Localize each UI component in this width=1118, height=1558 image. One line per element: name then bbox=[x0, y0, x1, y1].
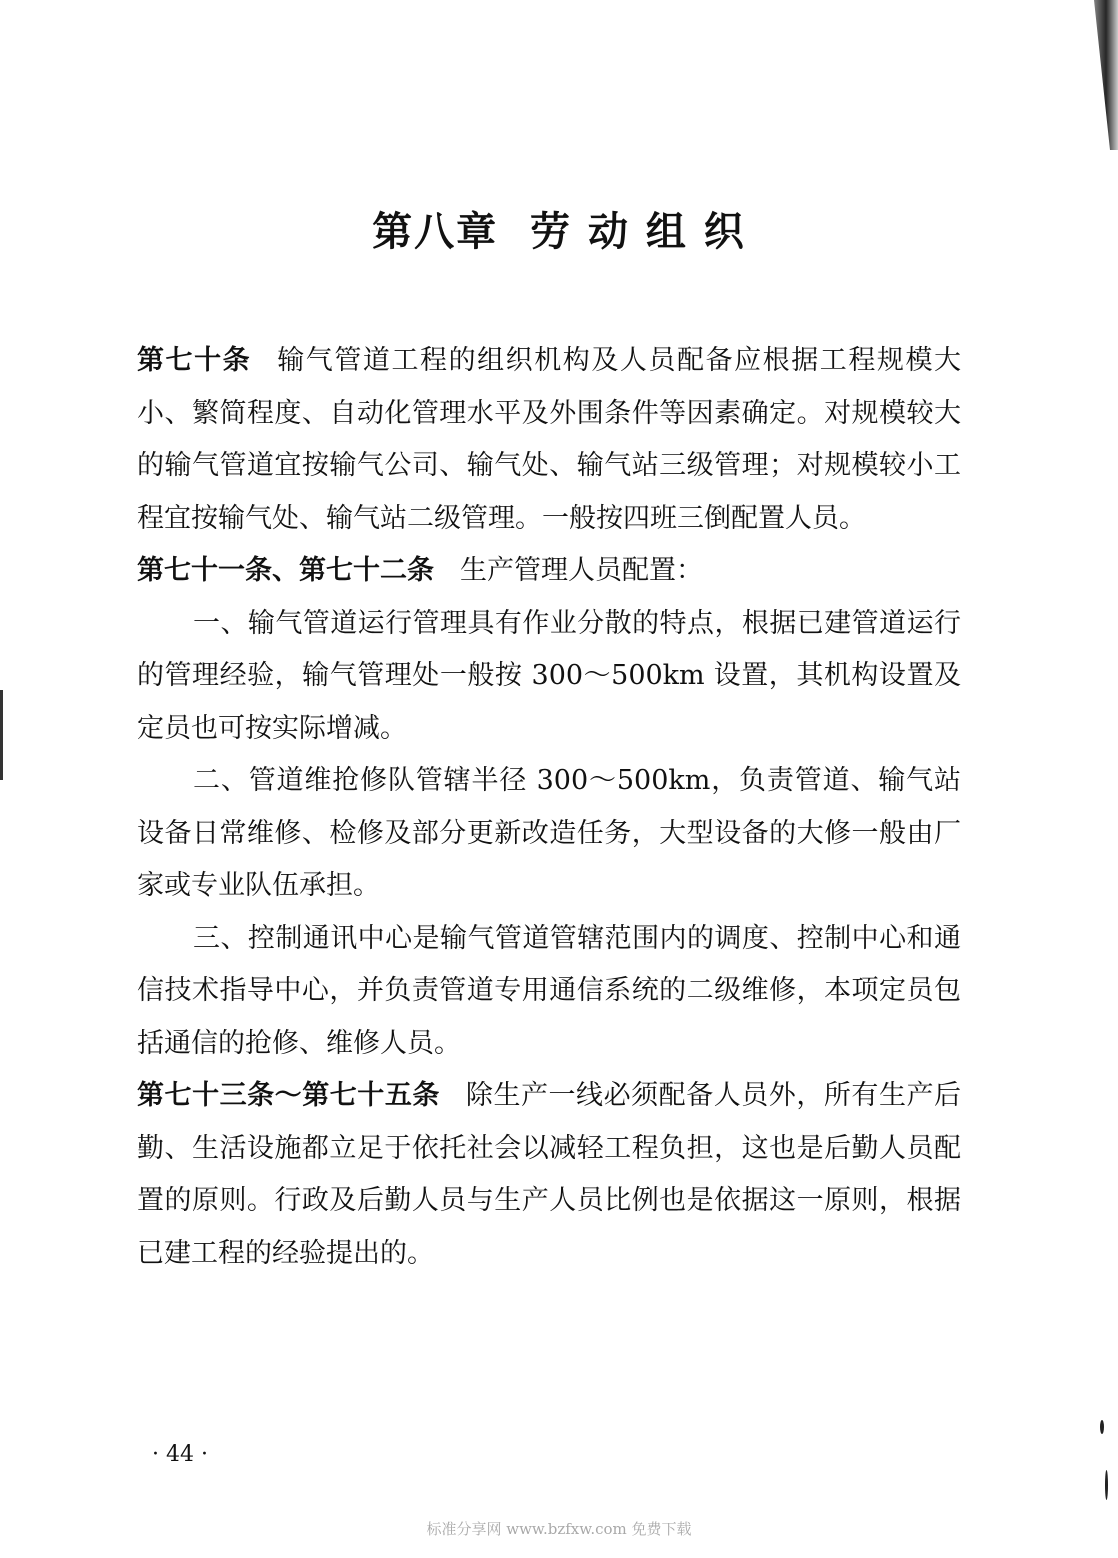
article-item: 一、输气管道运行管理具有作业分散的特点，根据已建管道运行的管理经验，输气管理处一般按 300～500km 设置，其机构设置及定员也可按实际增减。 bbox=[137, 607, 961, 744]
footer-watermark: 标准分享网 www.bzfxw.com 免费下载 bbox=[426, 1520, 692, 1538]
article-text: 生产管理人员配置： bbox=[460, 555, 703, 586]
article-label: 第七十一条、第七十二条 bbox=[137, 555, 434, 586]
scan-speck bbox=[1105, 1470, 1108, 1500]
chapter-title: 第八章 劳 动 组 织 bbox=[372, 209, 746, 255]
article-text: 除生产一线必须配备人员外，所有生产后勤、生活设施都立足于依托社会以减轻工程负担，这也是后勤人员配置的原则。行政及后勤人员与生产人员比例也是依据这一原则，根据已建工程的经验提出的。 bbox=[137, 1080, 962, 1269]
article-label: 第七十三条～第七十五条 bbox=[137, 1080, 440, 1111]
article-71-72 bbox=[137, 545, 961, 598]
scan-edge-mark bbox=[0, 690, 3, 780]
article-item: 二、管道维抢修队管辖半径 300～500km，负责管道、输气站设备日常维修、检修及部分更新改造任务，大型设备的大修一般由厂家或专业队伍承担。 bbox=[137, 765, 961, 901]
scan-speck bbox=[1100, 1420, 1104, 1434]
article-text: 输气管道工程的组织机构及人员配备应根据工程规模大小、繁简程度、自动化管理水平及外围条件等因素确定。对规模较大的输气管道宜按输气公司、输气处、输气站三级管理；对规模较小工程宜按输气处、输气站二级管理。一般按四班三倒配置人员。 bbox=[137, 345, 962, 534]
article-label: 第七十条 bbox=[137, 345, 252, 376]
scan-edge-shadow bbox=[1078, 0, 1118, 150]
article-73-75 bbox=[137, 1070, 961, 1280]
article-item: 三、控制通讯中心是输气管道管辖范围内的调度、控制中心和通信技术指导中心，并负责管道专用通信系统的二级维修，本项定员包括通信的抢修、维修人员。 bbox=[137, 922, 961, 1059]
document-body bbox=[137, 335, 961, 1280]
article-70 bbox=[137, 335, 961, 545]
page-number: · 44 · bbox=[152, 1442, 208, 1467]
